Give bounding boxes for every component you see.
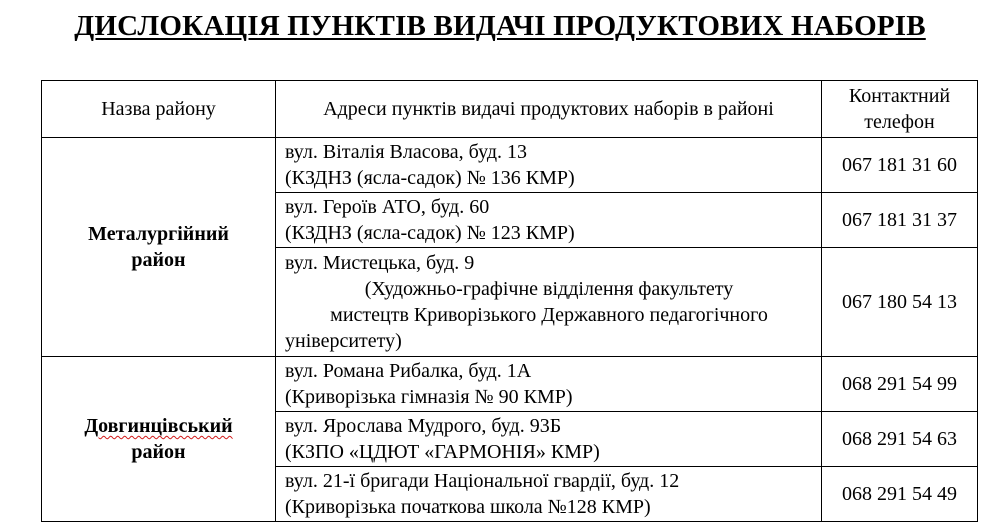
address-cell: [276, 412, 822, 467]
address-institution: (Криворізька початкова школа №128 КМР): [285, 496, 651, 518]
address-institution: (Криворізька гімназія № 90 КМР): [285, 386, 573, 408]
table-header-row: [42, 81, 978, 138]
phone-cell: 067 181 31 37: [822, 193, 978, 248]
phone-cell: 067 180 54 13: [822, 248, 978, 357]
header-phone: Контактний телефон: [822, 81, 978, 138]
address-street: вул. 21-ї бригади Національної гвардії, буд. 12: [285, 470, 680, 492]
address-street: вул. Віталія Власова, буд. 13: [285, 141, 527, 163]
district-dovhyntsivskyi: [42, 357, 276, 522]
address-institution: (КЗПО «ЦДЮТ «ГАРМОНІЯ» КМР): [285, 441, 600, 463]
address-cell: [276, 193, 822, 248]
address-street: вул. Ярослава Мудрого, буд. 93Б: [285, 415, 562, 437]
address-institution: (КЗДНЗ (ясла-садок) № 136 КМР): [285, 167, 575, 189]
spellcheck-underline: Довгинцівський: [84, 415, 233, 437]
header-district: Назва району: [42, 81, 276, 138]
phone-cell: 068 291 54 99: [822, 357, 978, 412]
address-institution: (КЗДНЗ (ясла-садок) № 123 КМР): [285, 222, 575, 244]
address-institution: мистецтв Криворізького Державного педагогічного: [330, 304, 768, 326]
address-institution: (Художньо-графічне відділення факультету: [364, 278, 734, 300]
district-suffix: район: [131, 249, 186, 271]
table-row: [42, 138, 978, 193]
address-cell: [276, 357, 822, 412]
phone-cell: 068 291 54 49: [822, 467, 978, 522]
address-cell: [276, 138, 822, 193]
header-address: Адреси пунктів видачі продуктових наборів в районі: [276, 81, 822, 138]
district-suffix: район: [131, 441, 186, 463]
document-title: ДИСЛОКАЦІЯ ПУНКТІВ ВИДАЧІ ПРОДУКТОВИХ НАБОРІВ: [74, 10, 926, 42]
district-name: [42, 413, 275, 439]
address-cell: [276, 467, 822, 522]
address-street: вул. Мистецька, буд. 9: [285, 252, 475, 274]
district-name: Металургійний: [88, 223, 229, 245]
table-row: [42, 357, 978, 412]
phone-cell: 067 181 31 60: [822, 138, 978, 193]
district-metalurhiinyi: [42, 138, 276, 357]
address-institution: університету): [285, 330, 402, 352]
distribution-points-table: [41, 80, 978, 522]
address-street: вул. Романа Рибалка, буд. 1А: [285, 360, 532, 382]
address-cell: [276, 248, 822, 357]
phone-cell: 068 291 54 63: [822, 412, 978, 467]
address-street: вул. Героїв АТО, буд. 60: [285, 196, 490, 218]
